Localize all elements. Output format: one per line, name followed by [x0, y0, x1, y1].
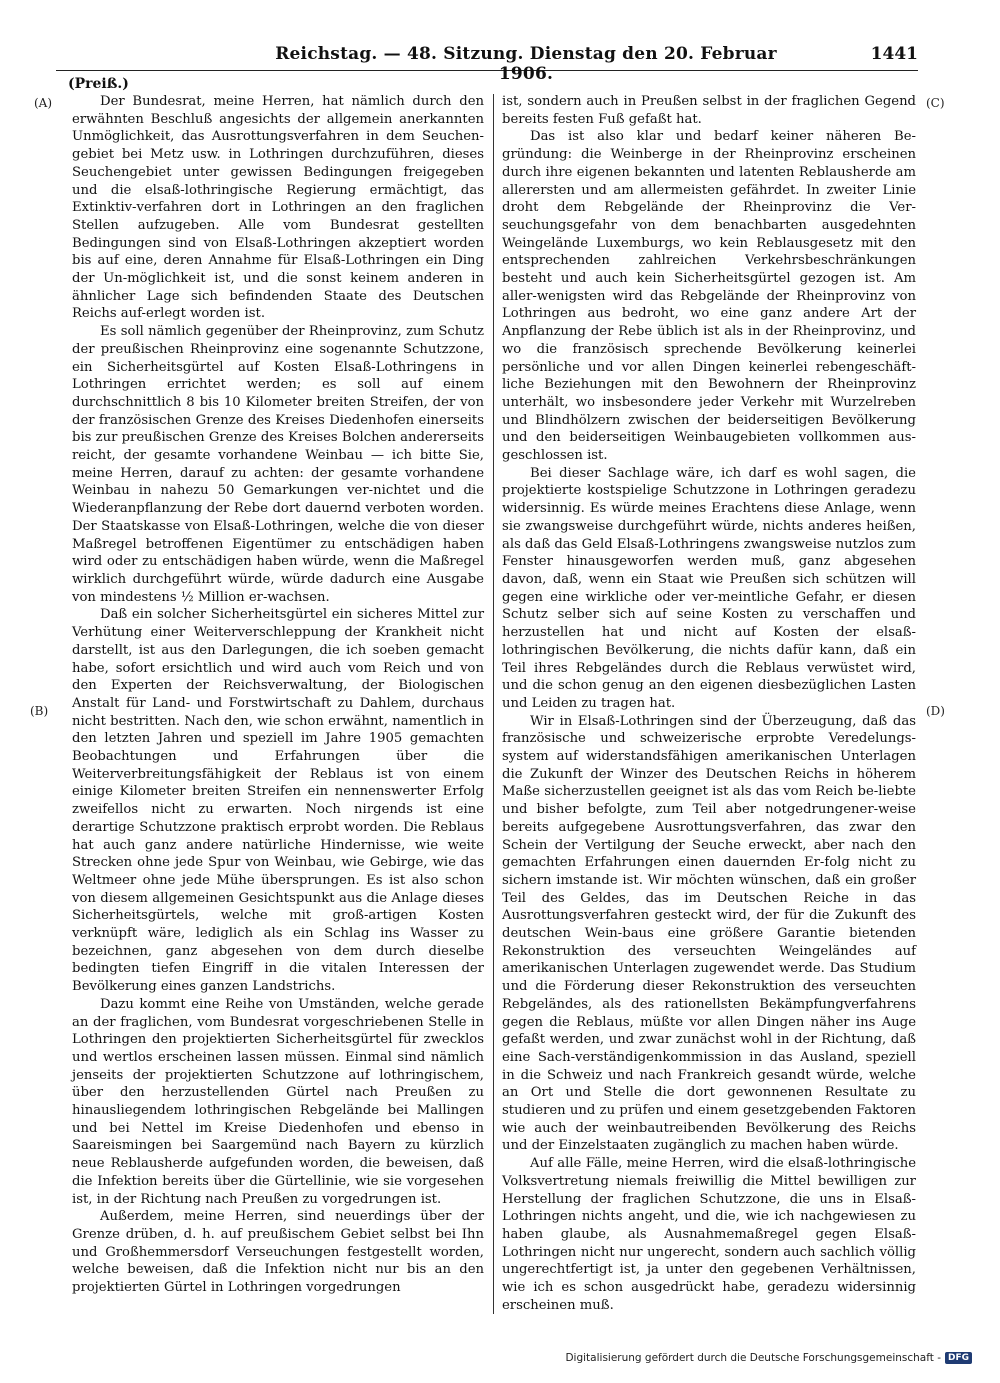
paragraph: Der Bundesrat, meine Herren, hat nämlich durch den erwähnten Beschluß angesichts der allgemein anerkannten Unmöglichkeit, das Ausrottungsverfahren in dem Seuchen-gebiet bei Metz usw. in Lothringen durchzuführen, dieses Seuchengebiet unter gewissen Bedingungen freigegeben und die elsaß-lothringische Regierung ermächtigt, das Extinktiv-verfahren dort in Lothringen an den fraglichen Stellen aufzugeben. Alle vom Bundesrat gestellten Bedingungen sind von Elsaß-Lothringen akzeptiert worden bis auf eine, deren Annahme für Elsaß-Lothringen ein Ding der Un-möglichkeit ist, und die sonst keinem anderen in ähnlicher Lage sich befindenden Staate des Deutschen Reichs auf-erlegt worden ist. [72, 94, 484, 322]
margin-marker-b: (B) [30, 704, 49, 718]
paragraph: Außerdem, meine Herren, sind neuerdings über der Grenze drüben, d. h. auf preußischem Gebiet selbst bei Ihn und Großhemmersdorf Verseuchungen festgestellt worden, welche beweisen, daß die Infektion nicht nur bis an den projektierten Gürtel in Lothringen vorgedrungen [72, 1209, 484, 1296]
margin-marker-d: (D) [926, 704, 945, 718]
column-divider [493, 94, 494, 1314]
paragraph: Wir in Elsaß-Lothringen sind der Überzeugung, daß das französische und schweizerische erprobte Veredelungs-system auf widerstandsfähigen amerikanischen Unterlagen die Zukunft der Winzer des Deutschen Reichs in höherem Maße sicherzustellen geeignet ist als das vom Reich be-liebte und bisher befolgte, zum Teil aber notgedrungener-weise bereits aufgegebene Ausrottungsverfahren, das zwar den Schein der Vertilgung der Seuche erweckt, aber nach den gemachten Erfahrungen einen dauernden Er-folg nicht zu sichern imstande ist. Wir möchten wünschen, daß ein großer Teil des Geldes, das im Deutschen Reiche in das Ausrottungsverfahren gesteckt wird, der für die Zukunft des deutschen Wein-baus eine größere Garantie bietenden Rekonstruktion des verseuchten Weingeländes auf amerikanischen Unterlagen zugewendet werde. Das Studium und die Förderung dieser Rekonstruktion des verseuchten Rebgeländes, als des rationellsten Bekämpfungverfahrens gegen die Reblaus, müßte vor allen Dingen näher ins Auge gefaßt werden, und zwar zunächst wohl in der Richtung, daß eine Sach-verständigenkommission in das Ausland, speziell in die Schweiz und nach Frankreich gesandt würde, welche an Ort und Stelle die dort gewonnenen Resultate zu studieren und zu prüfen und einem gesetzgebenden Faktoren wie auch der weinbautreibenden Bevölkerung des Reichs und der Einzelstaaten zugänglich zu machen haben würde. [502, 713, 916, 1154]
footer-credit [565, 1352, 972, 1364]
left-column [72, 93, 484, 1297]
running-title: Reichstag. — 48. Sitzung. Dienstag den 20. Februar 1906. [275, 44, 777, 84]
page-number: 1441 [870, 44, 918, 64]
paragraph: Dazu kommt eine Reihe von Umständen, welche gerade an der fraglichen, vom Bundesrat vorgeschriebenen Stelle in Lothringen den projektierten Sicherheitsgürtel für zwecklos und wertlos erscheinen lassen müssen. Einmal sind nämlich jenseits der projektierten Schutzzone auf lothringischem, über den herzustellenden Gürtel nach Preußen zu hinausliegendem lothringischen Rebgelände bei Mallingen und bei Nettel im Kreise Diedenhofen und ebenso in Saareismingen bei Saargemünd nach Bayern zu kürzlich neue Reblausherde aufgefunden worden, die beweisen, daß die Infektion bereits über die Gürtellinie, wie sie vorgesehen ist, in der Richtung nach Preußen zu vorgedrungen ist. [72, 996, 484, 1207]
paragraph: Das ist also klar und bedarf keiner näheren Be-gründung: die Weinberge in der Rheinprovinz erscheinen durch ihre eigenen bekannten und latenten Reblausherde am allerersten und am allermeisten gefährdet. In zweiter Linie droht dem Rebgelände der Rheinprovinz die Ver-seuchungsgefahr von dem benachbarten ausgedehnten Weingelände Luxemburgs, wo kein Reblausgesetz mit den entsprechenden zahlreichen Verkehrsbeschränkungen besteht und auch kein Sicherheitsgürtel gezogen ist. Am aller-wenigsten wird das Rebgelände der Rheinprovinz von Lothringen aus bedroht, wo eine ganz andere Art der Anpflanzung der Rebe üblich ist als in der Rheinprovinz, und wo die französisch sprechende Bevölkerung keinerlei persönliche und vor allen Dingen keinerlei rebengeschäft-liche Beziehungen mit den Bewohnern der Rheinprovinz unterhält, wo insbesondere jeder Verkehr mit Wurzelreben und Blindhölzern zwischen der beiderseitigen Bevölkerung und den beiderseitigen Weinbaugebieten vollkommen aus-geschlossen ist. [502, 129, 916, 464]
margin-marker-c: (C) [926, 96, 945, 110]
right-column [502, 93, 916, 1315]
speaker-label: (Preiß.) [68, 76, 129, 92]
dfg-logo-icon: DFG [945, 1352, 972, 1364]
margin-marker-a: (A) [34, 96, 53, 110]
paragraph: Auf alle Fälle, meine Herren, wird die elsaß-lothringische Volksvertretung niemals freiwillig die Mittel bewilligen zur Herstellung der fraglichen Schutzzone, die uns in Elsaß-Lothringen nichts angeht, und die, wie ich nachgewiesen zu haben glaube, als Ausnahmemaßregel gegen Elsaß-Lothringen nicht nur ungerecht, sondern auch sachlich völlig ungerechtfertigt ist, ja unter den gegebenen Verhältnissen, wie ich es schon ausgedrückt habe, geradezu widersinnig erscheinen muß. [502, 1156, 916, 1313]
paragraph: Bei dieser Sachlage wäre, ich darf es wohl sagen, die projektierte kostspielige Schutzzone in Lothringen geradezu widersinnig. Es würde meines Erachtens diese Anlage, wenn sie zwangsweise durchgeführt würde, nichts anderes heißen, als daß das Geld Elsaß-Lothringens zwangsweise nutzlos zum Fenster hinausgeworfen werden muß, ganz abgesehen davon, daß, wenn ein Staat wie Preußen sich schützen will gegen eine wirkliche oder ver-meintliche Gefahr, er diesen Schutz selber sich auf seine Kosten zu verschaffen und herzustellen hat und nicht auf Kosten der elsaß-lothringischen Bevölkerung, die nichts dafür kann, daß ein Teil ihres Rebgeländes durch die Reblaus verwüstet wird, und die schon genug an den eigenen diesbezüglichen Lasten und Leiden zu tragen hat. [502, 465, 916, 711]
paragraph: Daß ein solcher Sicherheitsgürtel ein sicheres Mittel zur Verhütung einer Weiterverschleppung der Krankheit nicht darstellt, ist aus den Darlegungen, die ich soeben gemacht habe, sofort ersichtlich und wird auch vom Reich und von den Experten der Reichsverwaltung, der Biologischen Anstalt für Land- und Forstwirtschaft zu Dahlem, durchaus nicht bestritten. Nach den, wie schon erwähnt, namentlich in den letzten Jahren und speziell im Jahre 1905 gemachten Beobachtungen und Erfahrungen über die Weiterverbreitungsfähigkeit der Reblaus ist von einem einige Kilometer breiten Streifen ein nennenswerter Erfolg zweifellos nicht zu erwarten. Noch nirgends ist eine derartige Schutzzone praktisch erprobt worden. Die Reblaus hat auch ganz andere natürliche Hindernisse, wie weite Strecken ohne jede Spur von Weinbau, wie Gebirge, wie das Weltmeer ohne jede Mühe übersprungen. Es ist also schon von diesem allgemeinen Gesichtspunkt aus die Anlage dieses Sicherheitsgürtels, welche mit groß-artigen Kosten verknüpft wäre, lediglich als ein Schlag ins Wasser zu bezeichnen, ganz abgesehen von dem durch dieselbe bedingten tiefen Eingriff in die vitalen Interessen der Bevölkerung eines ganzen Landstrichs. [72, 607, 484, 995]
paragraph: ist, sondern auch in Preußen selbst in der fraglichen Gegend bereits festen Fuß gefaßt hat. [502, 94, 916, 127]
paragraph: Es soll nämlich gegenüber der Rheinprovinz, zum Schutz der preußischen Rheinprovinz eine sogenannte Schutzzone, ein Sicherheitsgürtel auf Kosten Elsaß-Lothringens in Lothringen errichtet werden; es soll auf einem durchschnittlich 8 bis 10 Kilometer breiten Streifen, der von der französischen Grenze des Kreises Diedenhofen einerseits bis zur preußischen Grenze des Kreises Bolchen andererseits reicht, der gesamte vorhandene Weinbau — ich bitte Sie, meine Herren, darauf zu achten: der gesamte vorhandene Weinbau in nahezu 50 Gemarkungen ver-nichtet und die Wiederanpflanzung der Rebe dort dauernd verboten worden. Der Staatskasse von Elsaß-Lothringen, welche die von dieser Maßregel betroffenen Eigentümer zu entschädigen haben wird oder zu entschädigen haben würde, wenn die Maßregel wirklich durchgeführt würde, würde dadurch eine Ausgabe von mindestens ½ Million er-wachsen. [72, 324, 484, 605]
footer-text: Digitalisierung gefördert durch die Deutsche Forschungsgemeinschaft - [565, 1352, 941, 1364]
